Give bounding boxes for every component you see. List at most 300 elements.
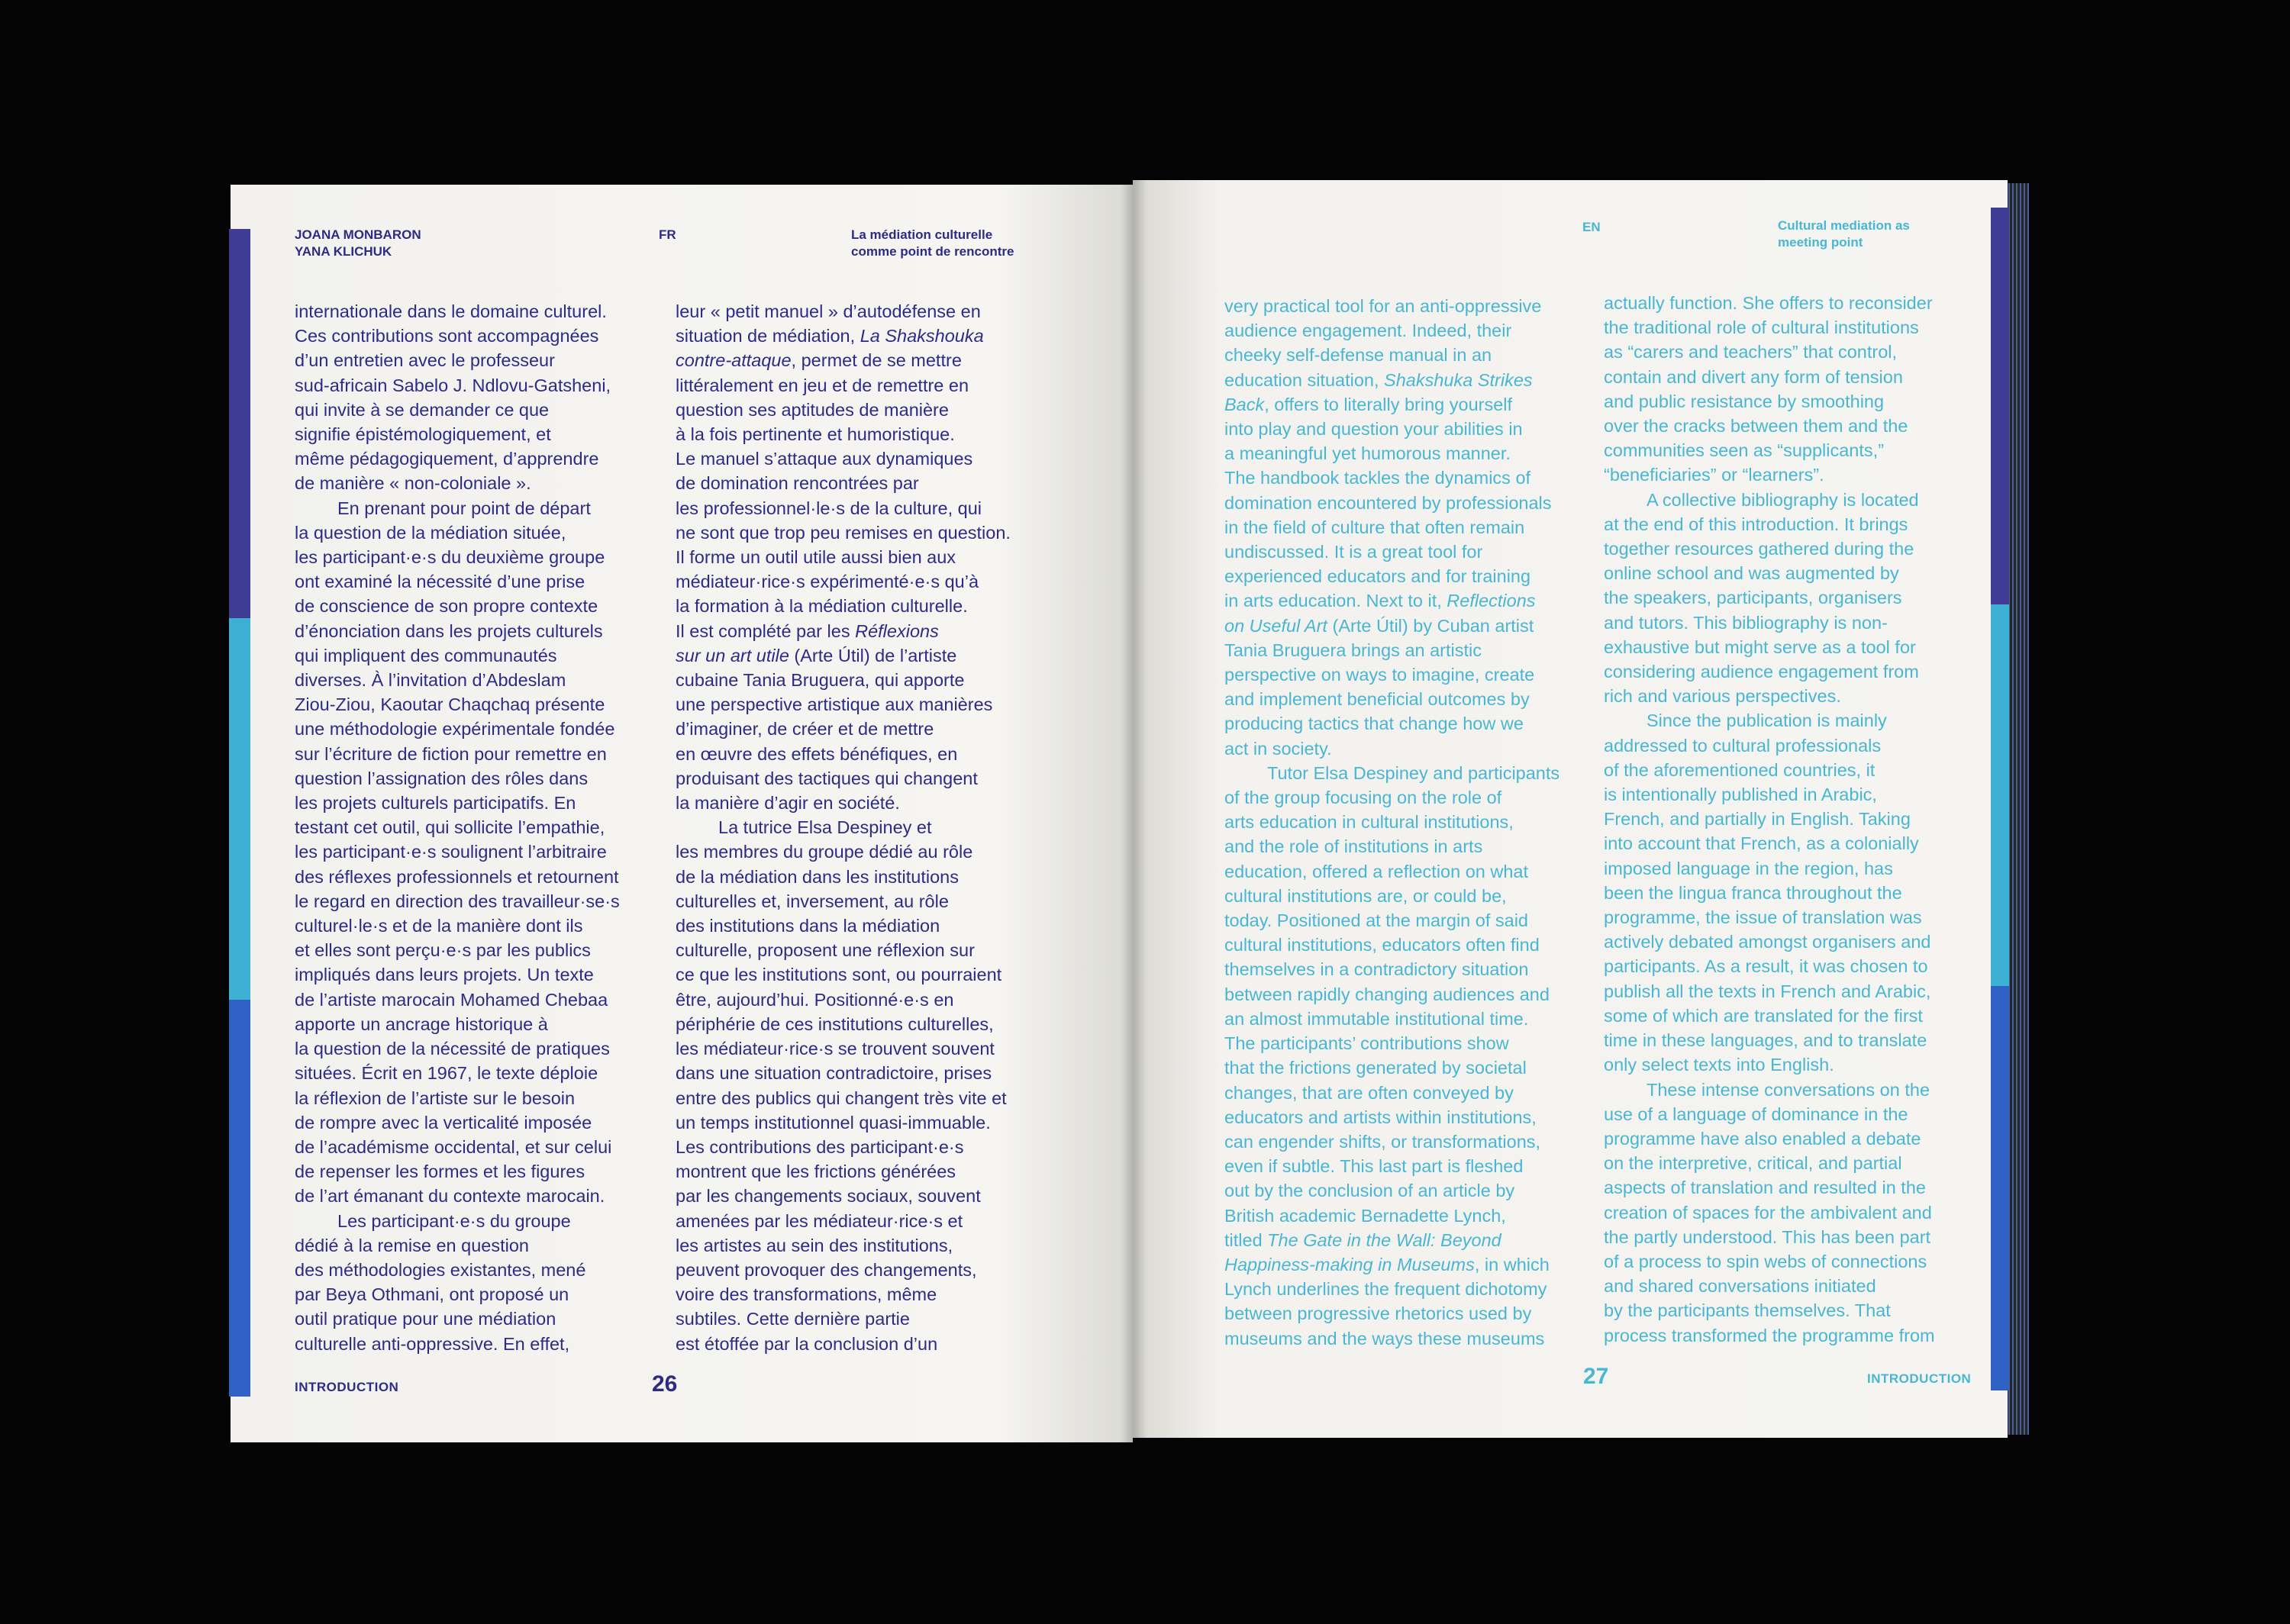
text-line xyxy=(1224,540,1559,564)
text-line xyxy=(1224,1081,1559,1105)
text-line xyxy=(676,914,1011,938)
text-run: la réflexion de l’artiste sur le besoin xyxy=(295,1088,576,1108)
text-line xyxy=(295,1209,620,1233)
text-run: even if subtle. This last part is fleshed xyxy=(1224,1156,1524,1177)
text-run: of the group focusing on the role of xyxy=(1224,788,1502,808)
text-run: , in which xyxy=(1474,1254,1550,1274)
text-run: les membres du groupe dédié au rôle xyxy=(676,842,973,862)
text-run: en œuvre des effets bénéfiques, en xyxy=(676,743,958,764)
text-line xyxy=(295,791,620,815)
text-line xyxy=(676,962,1011,987)
text-line xyxy=(676,569,1011,594)
text-line xyxy=(676,889,1011,914)
text-run: domination encountered by professionals xyxy=(1224,492,1552,513)
text-line xyxy=(1224,491,1559,515)
text-run: les projets culturels participatifs. En xyxy=(295,793,576,814)
text-line xyxy=(295,1332,620,1356)
text-run: apporte un ancrage historique à xyxy=(295,1013,548,1034)
text-run: de l’art émanant du contexte marocain. xyxy=(295,1186,605,1207)
page-edges-stack xyxy=(2006,183,2029,1435)
text-line xyxy=(676,865,1011,889)
text-run: between progressive rhetorics used by xyxy=(1224,1303,1532,1324)
text-column-en-2 xyxy=(1604,291,1935,1348)
text-run: cultural institutions are, or could be, xyxy=(1224,885,1507,906)
text-line xyxy=(1604,659,1935,684)
text-run: creation of spaces for the ambivalent and xyxy=(1604,1202,1932,1223)
text-run: , permet de se mettre xyxy=(791,350,962,371)
text-line xyxy=(295,520,620,545)
text-run: is intentionally published in Arabic, xyxy=(1604,785,1877,805)
text-line xyxy=(676,742,1011,766)
text-line xyxy=(295,299,620,324)
text-run: process transformed the programme from xyxy=(1604,1325,1935,1345)
text-run: out by the conclusion of an article by xyxy=(1224,1181,1515,1201)
text-run: une perspective artistique aux manières xyxy=(676,694,993,715)
text-line xyxy=(676,446,1011,471)
text-run: in arts education. Next to it, xyxy=(1224,591,1447,611)
text-run: culturel·le·s et de la manière dont ils xyxy=(295,916,583,936)
text-line xyxy=(1224,515,1559,540)
text-line xyxy=(295,766,620,791)
text-line xyxy=(1604,979,1935,1004)
text-line xyxy=(1224,1154,1559,1178)
text-line xyxy=(1224,1031,1559,1055)
text-run: addressed to cultural professionals xyxy=(1604,735,1882,756)
text-line xyxy=(1224,761,1559,785)
text-run: use of a language of dominance in the xyxy=(1604,1104,1908,1124)
text-run: British academic Bernadette Lynch, xyxy=(1224,1205,1506,1226)
text-run: Les participant·e·s du groupe xyxy=(337,1210,571,1231)
text-line xyxy=(676,594,1011,618)
text-line xyxy=(676,299,1011,324)
text-run: culturelle, proposent une réflexion sur xyxy=(676,940,975,961)
text-run: , offers to literally bring yourself xyxy=(1264,394,1513,414)
text-run: online school and was augmented by xyxy=(1604,563,1899,584)
text-run: de repenser les formes et les figures xyxy=(295,1162,585,1182)
text-line xyxy=(1604,856,1935,881)
text-line xyxy=(1604,1298,1935,1323)
text-run: les médiateur·rice·s se trouvent souvent xyxy=(676,1039,995,1059)
text-run: themselves in a contradictory situation xyxy=(1224,959,1529,980)
text-line xyxy=(295,373,620,398)
text-run: cultural institutions, educators often find xyxy=(1224,935,1540,955)
text-run: d’énonciation dans les projets culturels xyxy=(295,620,603,641)
text-run: par les changements sociaux, souvent xyxy=(676,1186,981,1207)
language-label-fr: FR xyxy=(659,227,676,242)
text-run: situées. Écrit en 1967, le texte déploie xyxy=(295,1063,598,1084)
text-line xyxy=(676,471,1011,495)
text-line xyxy=(1224,662,1559,687)
text-line xyxy=(295,594,620,618)
text-run: programme have also enabled a debate xyxy=(1604,1128,1921,1149)
text-run: (Arte Útil) de l’artiste xyxy=(789,645,957,665)
text-run: ne sont que trop peu remises en question. xyxy=(676,522,1011,543)
text-run: la formation à la médiation culturelle. xyxy=(676,596,968,617)
text-run: un temps institutionnel quasi-immuable. xyxy=(676,1112,991,1133)
text-line xyxy=(295,668,620,692)
text-run: Tania Bruguera brings an artistic xyxy=(1224,640,1482,660)
text-line xyxy=(1604,438,1935,462)
italic-title: Réflexions xyxy=(855,620,939,641)
text-line xyxy=(1604,930,1935,954)
text-line xyxy=(1604,561,1935,585)
text-run: The participants’ contributions show xyxy=(1224,1033,1509,1054)
color-tab-purple-right xyxy=(1991,208,2009,604)
text-line xyxy=(295,1233,620,1258)
page-number: 26 xyxy=(652,1371,678,1397)
text-run: signifie épistémologiquement, et xyxy=(295,424,551,445)
color-tab-blue-left xyxy=(229,1000,250,1397)
text-line xyxy=(1604,684,1935,708)
text-run: changes, that are often conveyed by xyxy=(1224,1082,1514,1103)
text-line xyxy=(1604,340,1935,364)
footer-section-label: INTRODUCTION xyxy=(1867,1371,1972,1386)
text-run: Tutor Elsa Despiney and participants xyxy=(1267,762,1560,783)
text-run: on the interpretive, critical, and partial xyxy=(1604,1153,1902,1174)
text-line xyxy=(295,1061,620,1085)
italic-title: The Gate in the Wall: Beyond xyxy=(1267,1229,1501,1250)
text-line xyxy=(1604,831,1935,856)
running-title-line: meeting point xyxy=(1778,235,1863,250)
text-run: les professionnel·le·s de la culture, qui xyxy=(676,498,982,518)
text-run: and the role of institutions in arts xyxy=(1224,836,1483,857)
italic-title: sur un art utile xyxy=(676,645,789,665)
text-run: de domination rencontrées par xyxy=(676,473,919,494)
text-line xyxy=(1224,810,1559,834)
author-name: YANA KLICHUK xyxy=(295,244,392,259)
text-line xyxy=(1604,1200,1935,1225)
text-run: only select texts into English. xyxy=(1604,1055,1834,1075)
color-tab-purple-left xyxy=(229,229,250,618)
text-run: médiateur·rice·s expérimenté·e·s qu’à xyxy=(676,572,979,592)
text-line xyxy=(1224,957,1559,981)
text-line xyxy=(295,496,620,520)
italic-title: contre-attaque xyxy=(676,350,792,371)
text-column-en-1 xyxy=(1224,294,1559,1351)
text-run: contain and divert any form of tension xyxy=(1604,366,1903,387)
text-line xyxy=(1224,687,1559,711)
text-line xyxy=(1224,1178,1559,1203)
text-run: a meaningful yet humorous manner. xyxy=(1224,443,1511,464)
text-line xyxy=(676,373,1011,398)
text-line xyxy=(1224,368,1559,392)
color-tab-cyan-left xyxy=(229,618,250,1000)
text-line xyxy=(1224,1252,1559,1277)
text-run: today. Positioned at the margin of said xyxy=(1224,910,1528,931)
text-line xyxy=(1604,488,1935,512)
text-run: at the end of this introduction. It brings xyxy=(1604,514,1908,534)
text-run: titled xyxy=(1224,1229,1268,1250)
text-line xyxy=(676,643,1011,668)
text-run: and tutors. This bibliography is non- xyxy=(1604,612,1888,633)
text-line xyxy=(676,1282,1011,1307)
text-line xyxy=(676,791,1011,815)
text-run: subtiles. Cette dernière partie xyxy=(676,1309,910,1329)
text-line xyxy=(1604,414,1935,438)
running-title-fr xyxy=(851,227,1014,260)
text-line xyxy=(1224,343,1559,367)
text-run: (Arte Útil) by Cuban artist xyxy=(1327,615,1534,636)
text-line xyxy=(295,1135,620,1159)
text-run: A collective bibliography is located xyxy=(1647,489,1919,510)
text-line xyxy=(1224,785,1559,810)
text-line xyxy=(295,1012,620,1036)
text-line xyxy=(295,1184,620,1208)
text-run: amenées par les médiateur·rice·s et xyxy=(676,1210,963,1231)
text-line xyxy=(1604,807,1935,831)
text-run: perspective on ways to imagine, create xyxy=(1224,665,1535,685)
text-line xyxy=(1604,365,1935,389)
text-run: experienced educators and for training xyxy=(1224,566,1531,587)
text-line xyxy=(295,1036,620,1061)
text-line xyxy=(295,914,620,938)
text-line xyxy=(676,839,1011,864)
text-run: diverses. À l’invitation d’Abdeslam xyxy=(295,670,566,691)
text-line xyxy=(1604,1225,1935,1249)
text-line xyxy=(1604,512,1935,536)
text-line xyxy=(1604,733,1935,758)
text-run: and shared conversations initiated xyxy=(1604,1276,1876,1297)
text-line xyxy=(1604,1052,1935,1077)
running-title-line: Cultural mediation as xyxy=(1778,218,1910,233)
text-line xyxy=(295,348,620,372)
text-run: de conscience de son propre contexte xyxy=(295,596,598,617)
text-run: exhaustive but might serve as a tool for xyxy=(1604,636,1916,657)
text-line xyxy=(295,1086,620,1110)
text-line xyxy=(1224,1301,1559,1326)
text-run: En prenant pour point de départ xyxy=(337,498,591,518)
text-line xyxy=(1224,711,1559,736)
text-line xyxy=(676,545,1011,569)
text-run: rich and various perspectives. xyxy=(1604,686,1841,707)
text-line xyxy=(1224,859,1559,884)
text-run: imposed language in the region, has xyxy=(1604,858,1893,878)
text-run: the speakers, participants, organisers xyxy=(1604,588,1902,608)
text-run: time in these languages, and to translate xyxy=(1604,1030,1927,1051)
text-run: the partly understood. This has been part xyxy=(1604,1226,1931,1247)
text-line xyxy=(1604,1151,1935,1175)
text-line xyxy=(1224,1007,1559,1031)
text-line xyxy=(1604,1274,1935,1298)
text-line xyxy=(295,1258,620,1282)
text-run: des réflexes professionnels et retournent xyxy=(295,866,619,887)
text-line xyxy=(676,668,1011,692)
text-run: entre des publics qui changent très vite et xyxy=(676,1088,1007,1108)
text-line xyxy=(1604,758,1935,782)
text-run: de l’artiste marocain Mohamed Chebaa xyxy=(295,989,608,1010)
text-run: of a process to spin webs of connections xyxy=(1604,1251,1927,1271)
text-line xyxy=(295,1159,620,1184)
text-run: des méthodologies existantes, mené xyxy=(295,1259,586,1280)
text-run: Lynch underlines the frequent dichotomy xyxy=(1224,1279,1547,1300)
italic-title: Back xyxy=(1224,394,1265,414)
text-line xyxy=(1604,1102,1935,1126)
text-column-fr-2 xyxy=(676,299,1011,1356)
text-line xyxy=(295,1110,620,1135)
text-run: by the participants themselves. That xyxy=(1604,1300,1891,1321)
italic-title: La Shakshouka xyxy=(860,326,984,346)
italic-title: on Useful Art xyxy=(1224,615,1327,636)
text-line xyxy=(676,422,1011,446)
text-run: cubaine Tania Bruguera, qui apporte xyxy=(676,670,965,691)
text-line xyxy=(676,496,1011,520)
text-run: question ses aptitudes de manière xyxy=(676,399,949,420)
text-run: communities seen as “supplicants,” xyxy=(1604,440,1885,461)
text-run: programme, the issue of translation was xyxy=(1604,907,1922,928)
text-line xyxy=(676,1012,1011,1036)
text-line xyxy=(1604,536,1935,561)
text-run: Il forme un outil utile aussi bien aux xyxy=(676,547,956,568)
text-run: over the cracks between them and the xyxy=(1604,416,1908,437)
text-run: testant cet outil, qui sollicite l’empathie, xyxy=(295,817,605,838)
text-run: French, and partially in English. Taking xyxy=(1604,809,1911,830)
text-run: the traditional role of cultural institutions xyxy=(1604,317,1919,338)
text-run: sud-africain Sabelo J. Ndlovu-Gatsheni, xyxy=(295,375,611,395)
italic-title: Happiness-making in Museums xyxy=(1224,1254,1475,1274)
text-line xyxy=(676,1086,1011,1110)
text-run: museums and the ways these museums xyxy=(1224,1328,1545,1348)
text-line xyxy=(676,619,1011,643)
text-line xyxy=(1604,635,1935,659)
text-run: “beneficiaries” or “learners”. xyxy=(1604,465,1824,485)
text-line xyxy=(295,815,620,839)
text-run: producing tactics that change how we xyxy=(1224,714,1524,734)
text-run: situation de médiation, xyxy=(676,326,860,346)
text-run: actually function. She offers to reconsider xyxy=(1604,293,1933,313)
text-line xyxy=(1224,1129,1559,1154)
text-line xyxy=(676,1258,1011,1282)
text-line xyxy=(676,1233,1011,1258)
text-run: une méthodologie expérimentale fondée xyxy=(295,719,615,740)
text-line xyxy=(676,1332,1011,1356)
text-run: into account that French, as a colonially xyxy=(1604,833,1919,854)
text-line xyxy=(1604,905,1935,930)
text-run: les artistes au sein des institutions, xyxy=(676,1235,953,1255)
text-line xyxy=(1224,933,1559,957)
text-run: de l’académisme occidental, et sur celui xyxy=(295,1136,612,1157)
author-names xyxy=(295,227,421,260)
text-line xyxy=(1604,782,1935,807)
text-run: undiscussed. It is a great tool for xyxy=(1224,542,1483,562)
text-run: par Beya Othmani, ont proposé un xyxy=(295,1284,569,1305)
text-line xyxy=(676,520,1011,545)
text-run: la question de la médiation située, xyxy=(295,522,566,543)
text-run: peuvent provoquer des changements, xyxy=(676,1259,977,1280)
text-line xyxy=(1604,1004,1935,1028)
text-line xyxy=(676,1159,1011,1184)
text-line xyxy=(1224,466,1559,490)
author-name: JOANA MONBARON xyxy=(295,227,421,242)
text-run: The handbook tackles the dynamics of xyxy=(1224,468,1531,488)
text-run: littéralement en jeu et de remettre en xyxy=(676,375,969,395)
text-line xyxy=(676,1184,1011,1208)
text-run: qui impliquent des communautés xyxy=(295,645,557,665)
text-line xyxy=(295,742,620,766)
text-run: dans une situation contradictoire, prises xyxy=(676,1063,992,1084)
text-run: audience engagement. Indeed, their xyxy=(1224,321,1512,341)
text-line xyxy=(295,717,620,741)
page-number: 27 xyxy=(1583,1364,1609,1389)
text-line xyxy=(1224,318,1559,343)
text-run: act in society. xyxy=(1224,738,1332,759)
running-title-line: comme point de rencontre xyxy=(851,244,1014,259)
text-run: internationale dans le domaine culturel. xyxy=(295,301,607,321)
text-line xyxy=(295,938,620,962)
text-run: culturelle anti-oppressive. En effet, xyxy=(295,1333,570,1354)
text-run: outil pratique pour une médiation xyxy=(295,1309,556,1329)
text-run: voire des transformations, même xyxy=(676,1284,937,1305)
text-line xyxy=(1224,736,1559,761)
text-line xyxy=(295,1282,620,1307)
text-run: à la fois pertinente et humoristique. xyxy=(676,424,955,445)
text-run: le regard en direction des travailleur·se·s xyxy=(295,891,620,911)
text-line xyxy=(1224,392,1559,417)
text-line xyxy=(676,988,1011,1012)
text-line xyxy=(676,1209,1011,1233)
text-run: aspects of translation and resulted in the xyxy=(1604,1178,1926,1198)
color-tab-blue-right xyxy=(1991,986,2009,1390)
text-line xyxy=(676,717,1011,741)
text-line xyxy=(676,766,1011,791)
text-line xyxy=(295,962,620,987)
text-line xyxy=(1224,417,1559,441)
footer-section-label: INTRODUCTION xyxy=(295,1380,399,1394)
text-run: de rompre avec la verticalité imposée xyxy=(295,1112,592,1133)
text-line xyxy=(1224,294,1559,318)
text-line xyxy=(295,643,620,668)
text-line xyxy=(676,938,1011,962)
text-line xyxy=(295,398,620,422)
text-run: as “carers and teachers” that control, xyxy=(1604,342,1898,362)
text-line xyxy=(676,815,1011,839)
text-line xyxy=(676,692,1011,717)
text-run: de la médiation dans les institutions xyxy=(676,866,959,887)
text-line xyxy=(295,324,620,348)
running-title-line: La médiation culturelle xyxy=(851,227,993,242)
running-title-en xyxy=(1778,218,1910,251)
text-run: been the lingua franca throughout the xyxy=(1604,882,1902,903)
text-line xyxy=(676,1307,1011,1331)
text-line xyxy=(1604,1175,1935,1200)
text-line xyxy=(1224,982,1559,1007)
text-line xyxy=(676,1061,1011,1085)
text-line xyxy=(1224,1105,1559,1129)
italic-title: Shakshuka Strikes xyxy=(1384,369,1533,390)
text-run: même pédagogiquement, d’apprendre xyxy=(295,449,599,469)
text-run: education situation, xyxy=(1224,369,1385,390)
text-line xyxy=(295,988,620,1012)
text-line xyxy=(676,324,1011,348)
text-run: sur l’écriture de fiction pour remettre en xyxy=(295,743,607,764)
text-run: between rapidly changing audiences and xyxy=(1224,984,1550,1004)
text-line xyxy=(1604,1078,1935,1102)
color-tab-cyan-right xyxy=(1991,604,2009,986)
text-run: Since the publication is mainly xyxy=(1647,710,1887,731)
text-run: arts education in cultural institutions, xyxy=(1224,812,1514,833)
text-run: culturelles et, inversement, au rôle xyxy=(676,891,949,911)
text-line xyxy=(1604,585,1935,610)
text-line xyxy=(295,1307,620,1331)
text-line xyxy=(295,569,620,594)
text-line xyxy=(676,1110,1011,1135)
text-run: la question de la nécessité de pratiques xyxy=(295,1039,610,1059)
text-line xyxy=(1604,1126,1935,1151)
text-line xyxy=(1224,441,1559,466)
text-line xyxy=(295,865,620,889)
text-column-fr-1 xyxy=(295,299,620,1356)
text-line xyxy=(1604,881,1935,905)
text-run: of the aforementioned countries, it xyxy=(1604,759,1876,780)
